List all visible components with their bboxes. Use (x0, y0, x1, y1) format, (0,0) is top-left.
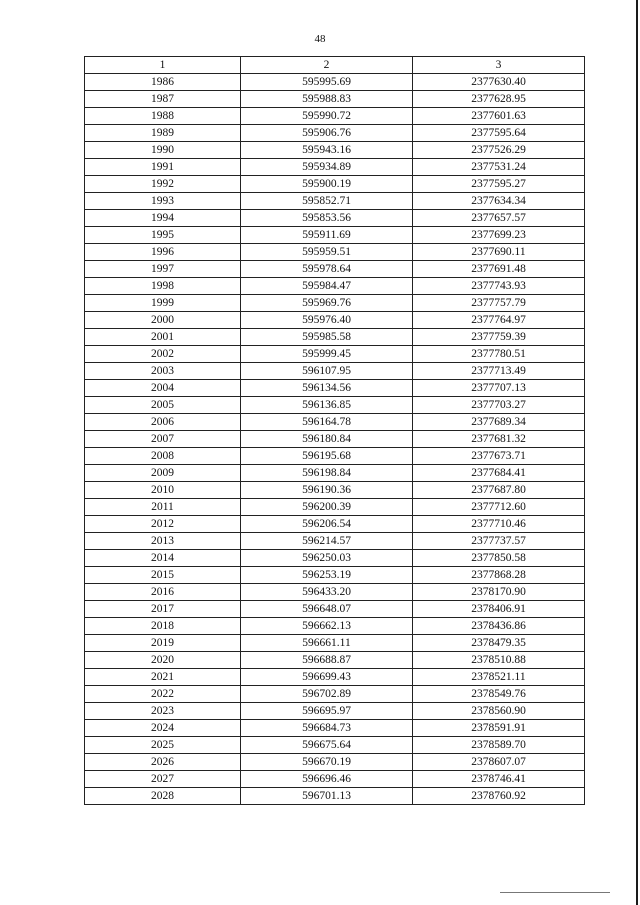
table-row (85, 550, 585, 567)
cell-x-coordinate: 596134.56 (241, 380, 413, 397)
cell-x-coordinate: 595978.64 (241, 261, 413, 278)
cell-x-coordinate: 595984.47 (241, 278, 413, 295)
table-row (85, 125, 585, 142)
cell-point-number: 2000 (85, 312, 241, 329)
table-row (85, 618, 585, 635)
cell-x-coordinate: 596136.85 (241, 397, 413, 414)
table-row (85, 601, 585, 618)
cell-point-number: 1997 (85, 261, 241, 278)
cell-y-coordinate: 2377657.57 (413, 210, 585, 227)
cell-point-number: 2028 (85, 788, 241, 805)
cell-x-coordinate: 595976.40 (241, 312, 413, 329)
cell-x-coordinate: 596702.89 (241, 686, 413, 703)
cell-y-coordinate: 2378510.88 (413, 652, 585, 669)
cell-y-coordinate: 2378521.11 (413, 669, 585, 686)
table-row (85, 312, 585, 329)
cell-x-coordinate: 595999.45 (241, 346, 413, 363)
cell-y-coordinate: 2377634.34 (413, 193, 585, 210)
cell-y-coordinate: 2377703.27 (413, 397, 585, 414)
cell-x-coordinate: 596661.11 (241, 635, 413, 652)
cell-x-coordinate: 596670.19 (241, 754, 413, 771)
cell-point-number: 2022 (85, 686, 241, 703)
cell-point-number: 1996 (85, 244, 241, 261)
cell-x-coordinate: 595853.56 (241, 210, 413, 227)
table-row (85, 91, 585, 108)
cell-x-coordinate: 595990.72 (241, 108, 413, 125)
cell-y-coordinate: 2377689.34 (413, 414, 585, 431)
cell-y-coordinate: 2378760.92 (413, 788, 585, 805)
cell-y-coordinate: 2378479.35 (413, 635, 585, 652)
cell-point-number: 2008 (85, 448, 241, 465)
cell-x-coordinate: 596214.57 (241, 533, 413, 550)
cell-y-coordinate: 2377673.71 (413, 448, 585, 465)
table-row (85, 363, 585, 380)
column-header-point-number: 1 (85, 57, 241, 74)
cell-x-coordinate: 595934.89 (241, 159, 413, 176)
cell-y-coordinate: 2377757.79 (413, 295, 585, 312)
cell-point-number: 1991 (85, 159, 241, 176)
cell-x-coordinate: 596164.78 (241, 414, 413, 431)
scan-mark (500, 892, 610, 893)
cell-y-coordinate: 2377707.13 (413, 380, 585, 397)
table-row (85, 737, 585, 754)
cell-y-coordinate: 2377690.11 (413, 244, 585, 261)
cell-x-coordinate: 596662.13 (241, 618, 413, 635)
cell-point-number: 2015 (85, 567, 241, 584)
cell-y-coordinate: 2377628.95 (413, 91, 585, 108)
table-row (85, 703, 585, 720)
table-row (85, 499, 585, 516)
cell-y-coordinate: 2377759.39 (413, 329, 585, 346)
table-row (85, 686, 585, 703)
cell-y-coordinate: 2377868.28 (413, 567, 585, 584)
cell-point-number: 1993 (85, 193, 241, 210)
cell-point-number: 1990 (85, 142, 241, 159)
cell-point-number: 2001 (85, 329, 241, 346)
cell-point-number: 1998 (85, 278, 241, 295)
cell-point-number: 1988 (85, 108, 241, 125)
table-row (85, 533, 585, 550)
cell-y-coordinate: 2378591.91 (413, 720, 585, 737)
cell-x-coordinate: 596198.84 (241, 465, 413, 482)
table-row (85, 720, 585, 737)
cell-x-coordinate: 596696.46 (241, 771, 413, 788)
table-row (85, 397, 585, 414)
cell-y-coordinate: 2377531.24 (413, 159, 585, 176)
coordinates-table (84, 56, 585, 805)
cell-point-number: 2027 (85, 771, 241, 788)
table-row (85, 346, 585, 363)
cell-x-coordinate: 596250.03 (241, 550, 413, 567)
cell-point-number: 2012 (85, 516, 241, 533)
cell-point-number: 2004 (85, 380, 241, 397)
cell-point-number: 2013 (85, 533, 241, 550)
table-row (85, 329, 585, 346)
cell-x-coordinate: 595906.76 (241, 125, 413, 142)
cell-x-coordinate: 595943.16 (241, 142, 413, 159)
cell-point-number: 1989 (85, 125, 241, 142)
table-row (85, 261, 585, 278)
cell-point-number: 2016 (85, 584, 241, 601)
page-edge-shadow (636, 0, 638, 905)
cell-y-coordinate: 2377526.29 (413, 142, 585, 159)
cell-y-coordinate: 2377691.48 (413, 261, 585, 278)
cell-x-coordinate: 595988.83 (241, 91, 413, 108)
cell-y-coordinate: 2378607.07 (413, 754, 585, 771)
cell-x-coordinate: 596107.95 (241, 363, 413, 380)
cell-point-number: 2020 (85, 652, 241, 669)
table-row (85, 159, 585, 176)
cell-point-number: 2003 (85, 363, 241, 380)
table-row (85, 635, 585, 652)
cell-y-coordinate: 2377595.27 (413, 176, 585, 193)
cell-x-coordinate: 595900.19 (241, 176, 413, 193)
cell-point-number: 2014 (85, 550, 241, 567)
cell-x-coordinate: 596190.36 (241, 482, 413, 499)
cell-x-coordinate: 596688.87 (241, 652, 413, 669)
cell-point-number: 2002 (85, 346, 241, 363)
cell-y-coordinate: 2377687.80 (413, 482, 585, 499)
cell-x-coordinate: 596695.97 (241, 703, 413, 720)
table-row (85, 448, 585, 465)
cell-y-coordinate: 2377712.60 (413, 499, 585, 516)
table-row (85, 108, 585, 125)
column-header-y: 3 (413, 57, 585, 74)
table-row (85, 193, 585, 210)
cell-point-number: 2005 (85, 397, 241, 414)
cell-y-coordinate: 2378746.41 (413, 771, 585, 788)
cell-point-number: 2025 (85, 737, 241, 754)
table-header-row (85, 57, 585, 74)
cell-y-coordinate: 2377737.57 (413, 533, 585, 550)
cell-point-number: 2024 (85, 720, 241, 737)
page-number: 48 (314, 33, 326, 45)
table-row (85, 176, 585, 193)
table-row (85, 567, 585, 584)
cell-x-coordinate: 596684.73 (241, 720, 413, 737)
cell-x-coordinate: 595852.71 (241, 193, 413, 210)
cell-point-number: 2023 (85, 703, 241, 720)
cell-x-coordinate: 596180.84 (241, 431, 413, 448)
table-row (85, 516, 585, 533)
cell-x-coordinate: 596206.54 (241, 516, 413, 533)
cell-x-coordinate: 596675.64 (241, 737, 413, 754)
cell-point-number: 2009 (85, 465, 241, 482)
cell-point-number: 2011 (85, 499, 241, 516)
cell-y-coordinate: 2377850.58 (413, 550, 585, 567)
table-row (85, 244, 585, 261)
cell-x-coordinate: 596699.43 (241, 669, 413, 686)
table-row (85, 210, 585, 227)
cell-y-coordinate: 2377780.51 (413, 346, 585, 363)
cell-x-coordinate: 595985.58 (241, 329, 413, 346)
table-row (85, 652, 585, 669)
cell-y-coordinate: 2377595.64 (413, 125, 585, 142)
cell-y-coordinate: 2377764.97 (413, 312, 585, 329)
cell-x-coordinate: 596433.20 (241, 584, 413, 601)
cell-x-coordinate: 595911.69 (241, 227, 413, 244)
cell-y-coordinate: 2378436.86 (413, 618, 585, 635)
table-row (85, 74, 585, 91)
table-row (85, 380, 585, 397)
table-row (85, 584, 585, 601)
table-row (85, 669, 585, 686)
cell-y-coordinate: 2377681.32 (413, 431, 585, 448)
table-row (85, 414, 585, 431)
cell-y-coordinate: 2378549.76 (413, 686, 585, 703)
cell-x-coordinate: 596200.39 (241, 499, 413, 516)
cell-y-coordinate: 2377630.40 (413, 74, 585, 91)
cell-x-coordinate: 596195.68 (241, 448, 413, 465)
cell-point-number: 2026 (85, 754, 241, 771)
column-header-x: 2 (241, 57, 413, 74)
table-body (85, 74, 585, 805)
table-row (85, 227, 585, 244)
cell-point-number: 2018 (85, 618, 241, 635)
table-row (85, 754, 585, 771)
cell-y-coordinate: 2378406.91 (413, 601, 585, 618)
cell-point-number: 2019 (85, 635, 241, 652)
cell-point-number: 2010 (85, 482, 241, 499)
cell-y-coordinate: 2377684.41 (413, 465, 585, 482)
table-row (85, 465, 585, 482)
cell-x-coordinate: 596701.13 (241, 788, 413, 805)
table-row (85, 278, 585, 295)
cell-point-number: 1999 (85, 295, 241, 312)
cell-point-number: 1994 (85, 210, 241, 227)
cell-x-coordinate: 595959.51 (241, 244, 413, 261)
cell-y-coordinate: 2378560.90 (413, 703, 585, 720)
cell-x-coordinate: 596648.07 (241, 601, 413, 618)
cell-x-coordinate: 595995.69 (241, 74, 413, 91)
cell-point-number: 1986 (85, 74, 241, 91)
table-row (85, 482, 585, 499)
table-row (85, 788, 585, 805)
table-row (85, 142, 585, 159)
table-row (85, 771, 585, 788)
cell-point-number: 2017 (85, 601, 241, 618)
cell-y-coordinate: 2377699.23 (413, 227, 585, 244)
cell-y-coordinate: 2377743.93 (413, 278, 585, 295)
cell-x-coordinate: 595969.76 (241, 295, 413, 312)
cell-point-number: 1987 (85, 91, 241, 108)
cell-y-coordinate: 2377710.46 (413, 516, 585, 533)
cell-y-coordinate: 2377601.63 (413, 108, 585, 125)
cell-point-number: 2006 (85, 414, 241, 431)
cell-y-coordinate: 2378170.90 (413, 584, 585, 601)
cell-point-number: 2021 (85, 669, 241, 686)
table-row (85, 295, 585, 312)
cell-point-number: 1995 (85, 227, 241, 244)
cell-y-coordinate: 2378589.70 (413, 737, 585, 754)
cell-point-number: 1992 (85, 176, 241, 193)
cell-point-number: 2007 (85, 431, 241, 448)
cell-y-coordinate: 2377713.49 (413, 363, 585, 380)
cell-x-coordinate: 596253.19 (241, 567, 413, 584)
table-row (85, 431, 585, 448)
